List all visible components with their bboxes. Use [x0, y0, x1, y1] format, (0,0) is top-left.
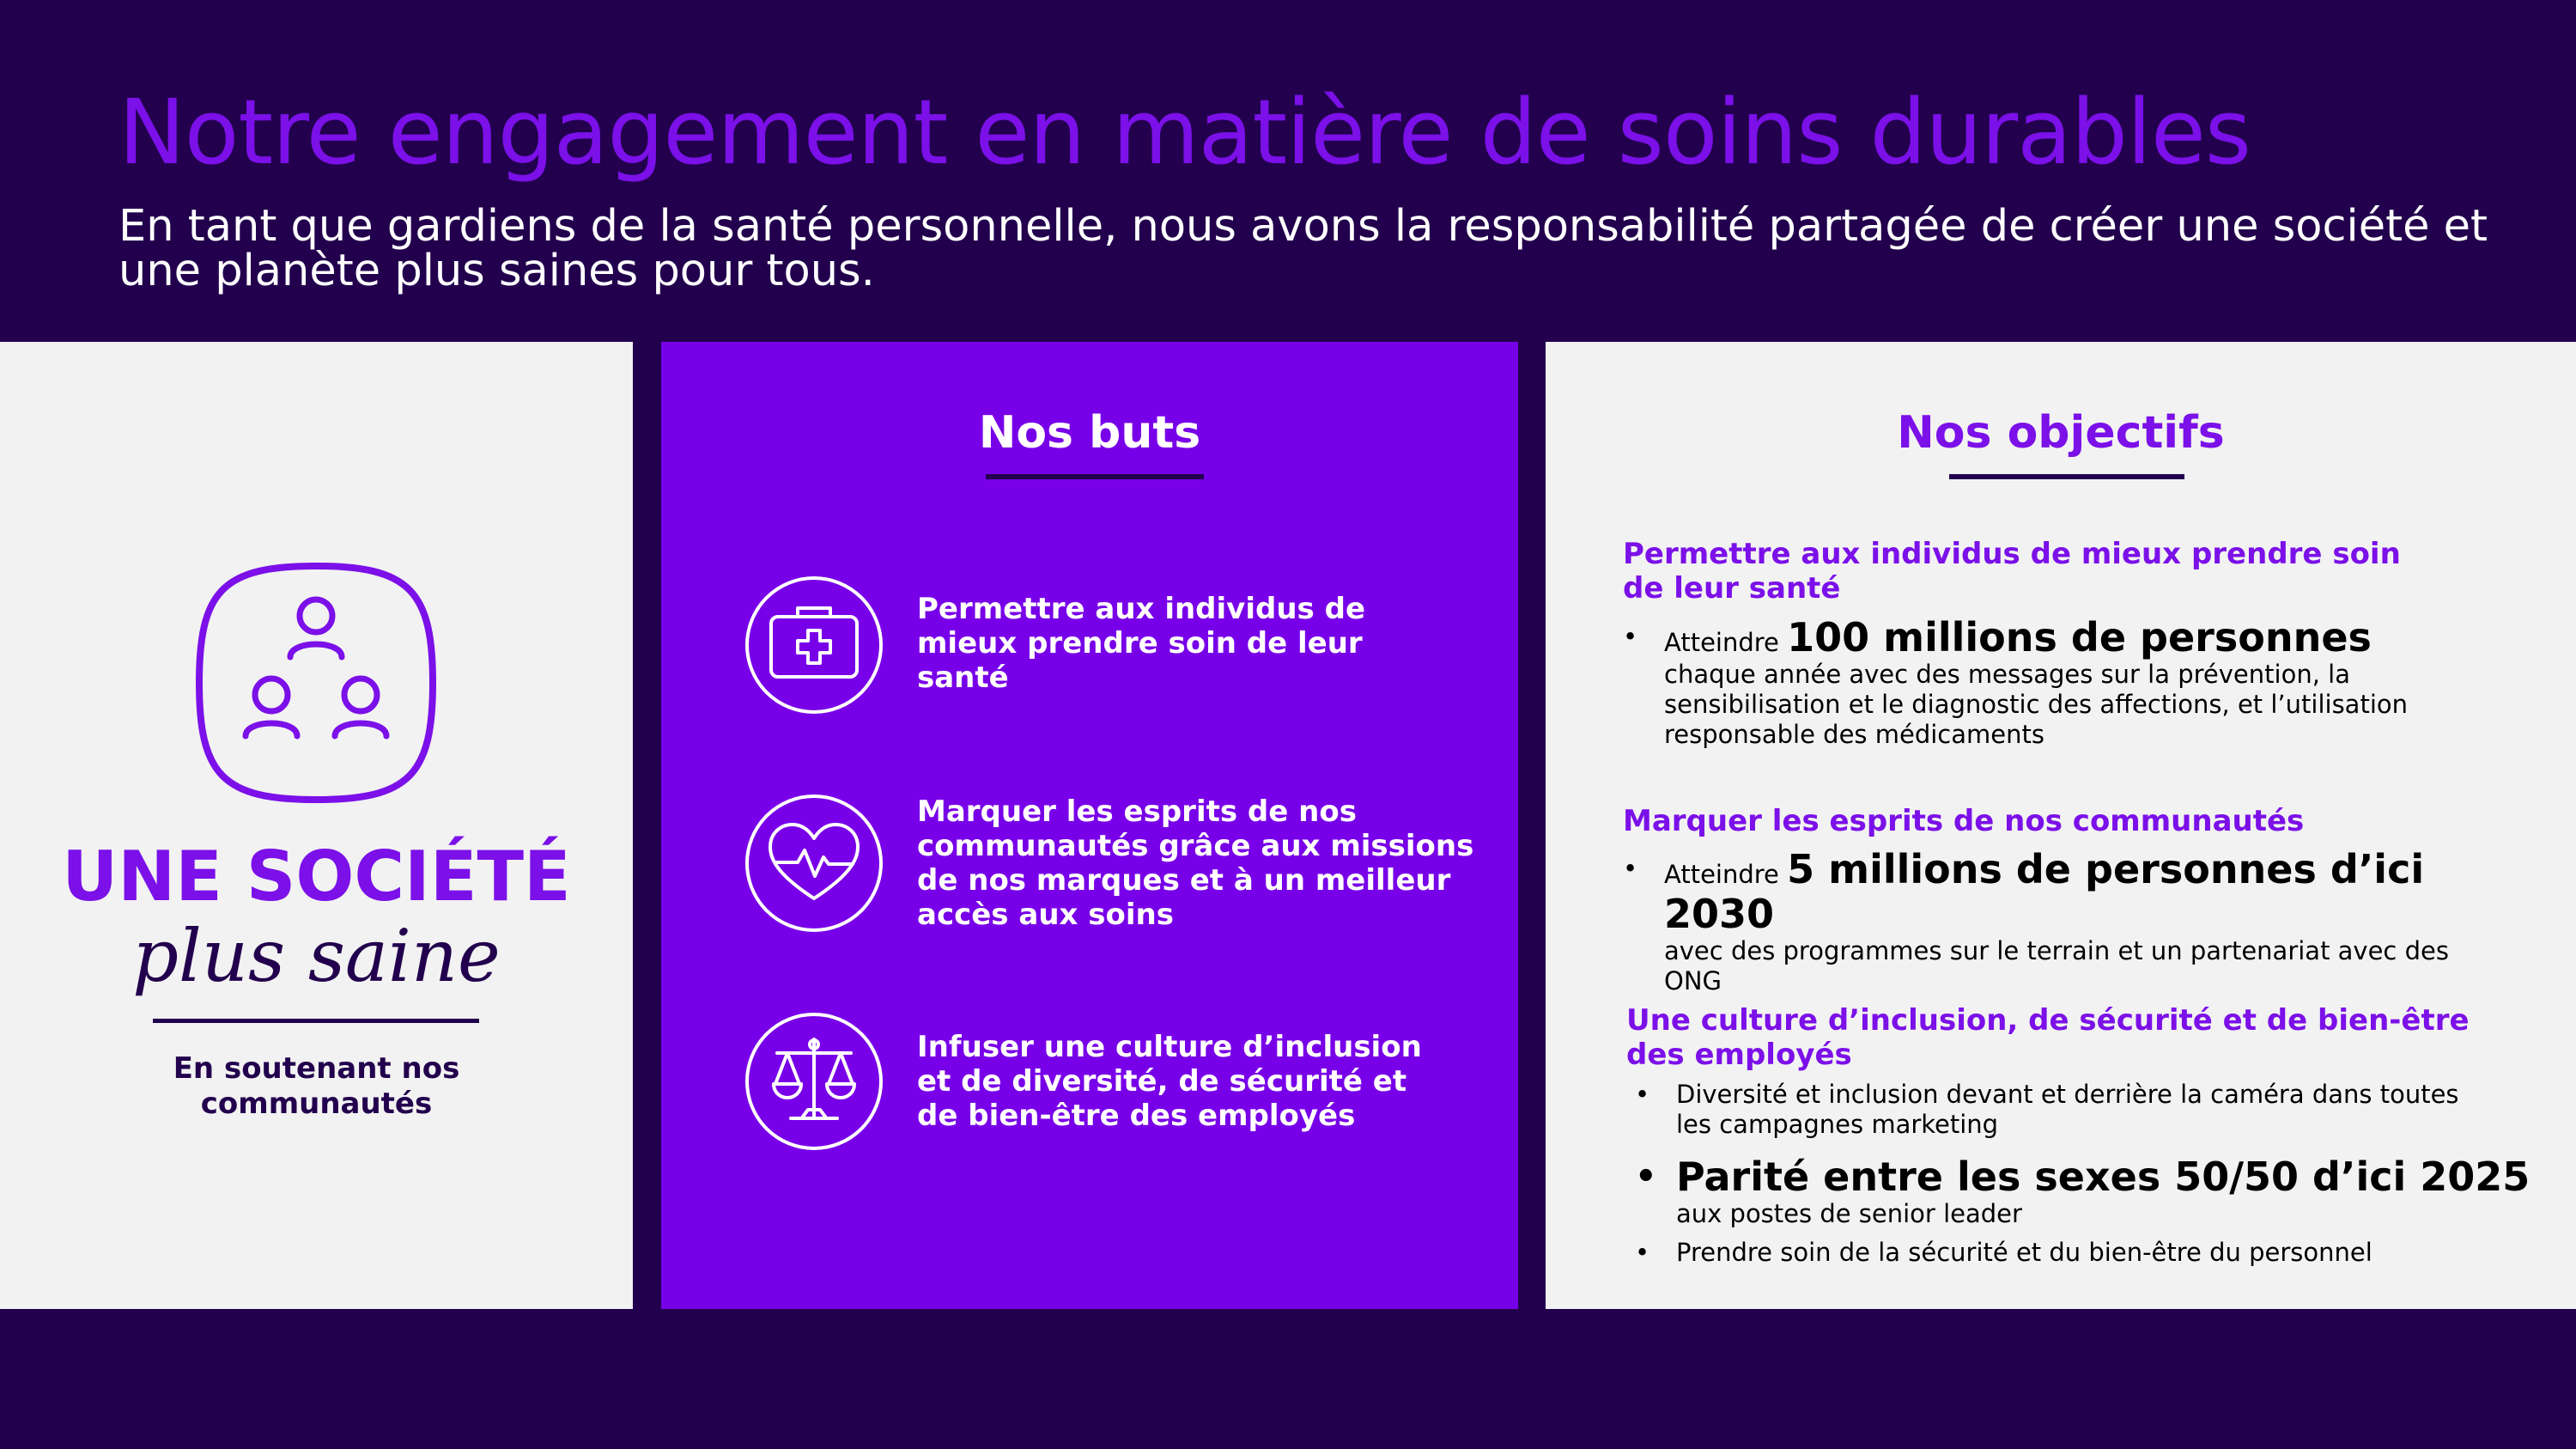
- society-subtitle: [0, 1051, 633, 1122]
- goal-3-line3: de bien-être des employés: [917, 1099, 1356, 1133]
- objective-heading: [1626, 1003, 2485, 1072]
- society-title: UNE SOCIÉTÉ: [62, 837, 571, 916]
- goals-panel: [661, 342, 1518, 1309]
- objective-bullet: [1635, 1154, 2545, 1229]
- objective-3-heading-line2: des employés: [1626, 1038, 1852, 1072]
- objective-1-prefix: Atteindre: [1664, 628, 1788, 657]
- objective-3-bullet2-line2: aux postes de senior leader: [1676, 1199, 2022, 1228]
- objectives-panel: [1546, 342, 2576, 1309]
- goal-1-line3: santé: [917, 661, 1009, 695]
- objective-1-line4: responsable des médicaments: [1664, 720, 2044, 749]
- bullet: •: [1623, 854, 1638, 883]
- goal-item: [917, 795, 1484, 932]
- header: [0, 0, 2576, 342]
- goal-2-line4: accès aux soins: [917, 898, 1174, 932]
- objective-3-bullet1-line2: les campagnes marketing: [1676, 1110, 1999, 1139]
- objective-bullet: [1623, 615, 2533, 750]
- bullet: •: [1623, 622, 1638, 651]
- objective-3-bullet1-line1: Diversité et inclusion devant et derrière la caméra dans toutes: [1676, 1080, 2459, 1109]
- society-subtitle-line1: En soutenant nos: [173, 1051, 460, 1086]
- objectives-title: Nos objectifs: [1897, 407, 2225, 459]
- scales-icon: [743, 1010, 885, 1153]
- goals-title-underline: [986, 474, 1204, 479]
- objective-heading: [1623, 537, 2482, 606]
- goal-item: [917, 592, 1484, 695]
- objective-bullet: [1623, 847, 2533, 996]
- objectives-title-underline: [1949, 474, 2184, 479]
- goal-1-line1: Permettre aux individus de: [917, 592, 1366, 626]
- goal-item: [917, 1030, 1484, 1133]
- goal-2-line1: Marquer les esprits de nos: [917, 795, 1357, 829]
- society-script-title: plus saine: [132, 914, 501, 998]
- objective-3-highlight: Parité entre les sexes 50/50 d’ici 2025: [1676, 1154, 2530, 1200]
- objective-2-heading-line1: Marquer les esprits de nos communautés: [1623, 804, 2305, 838]
- community-icon: [194, 561, 438, 805]
- objective-1-highlight: 100 millions de personnes: [1787, 614, 2372, 661]
- goal-1-line2: mieux prendre soin de leur: [917, 626, 1363, 661]
- heart-pulse-icon: [743, 792, 885, 935]
- objective-2-line3: ONG: [1664, 966, 1722, 995]
- medical-kit-icon: [743, 574, 885, 716]
- objective-3-bullet3: Prendre soin de la sécurité et du bien-être du personnel: [1676, 1238, 2372, 1267]
- objective-1-line2: chaque année avec des messages sur la prévention, la: [1664, 660, 2350, 689]
- page-subtitle: En tant que gardiens de la santé personnelle, nous avons la responsabilité partagée de créer une société et une planète plus saines pour tous.: [118, 201, 2488, 296]
- bullet: •: [1635, 1157, 1657, 1196]
- objective-bullet: [1635, 1238, 2545, 1268]
- society-subtitle-line2: communautés: [200, 1087, 433, 1121]
- objective-bullet: [1635, 1080, 2545, 1140]
- goals-title: Nos buts: [978, 407, 1201, 459]
- objective-1-heading-line1: Permettre aux individus de mieux prendre soin: [1623, 537, 2401, 571]
- goal-2-line2: communautés grâce aux missions: [917, 829, 1474, 863]
- objective-1-line3: sensibilisation et le diagnostic des affections, et l’utilisation: [1664, 690, 2409, 719]
- page-title: Notre engagement en matière de soins durables: [118, 80, 2251, 185]
- objective-1-heading-line2: de leur santé: [1623, 571, 1841, 606]
- goal-2-line3: de nos marques et à un meilleur: [917, 863, 1451, 898]
- bullet: •: [1635, 1080, 1650, 1109]
- bullet: •: [1635, 1238, 1650, 1267]
- objective-3-heading-line1: Une culture d’inclusion, de sécurité et de bien-être: [1626, 1003, 2470, 1038]
- objective-2-highlight: 5 millions de personnes d’ici 2030: [1664, 846, 2425, 937]
- goal-3-line2: et de diversité, de sécurité et: [917, 1064, 1407, 1099]
- goal-3-line1: Infuser une culture d’inclusion: [917, 1030, 1422, 1064]
- divider: [153, 1019, 479, 1023]
- healthier-society-panel: [0, 342, 633, 1309]
- objective-2-prefix: Atteindre: [1664, 860, 1788, 889]
- objective-heading: [1623, 804, 2482, 838]
- objective-2-line2: avec des programmes sur le terrain et un partenariat avec des: [1664, 936, 2449, 965]
